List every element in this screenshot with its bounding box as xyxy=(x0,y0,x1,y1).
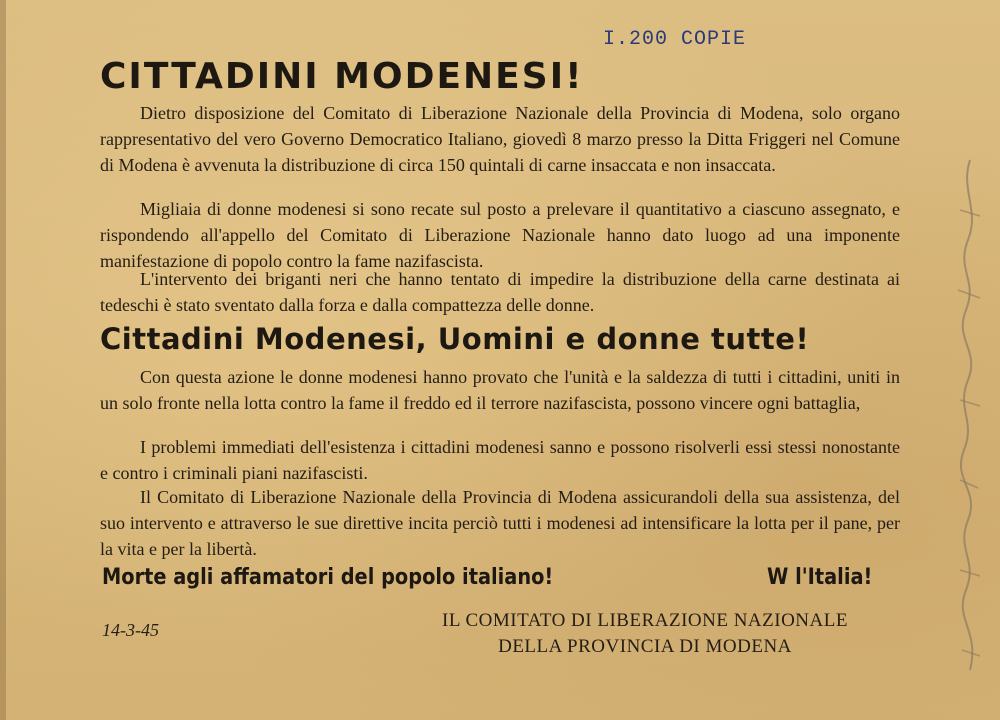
slogan-left: Morte agli affamatori del popolo italiano! xyxy=(102,565,554,590)
paragraph-unity: Con questa azione le donne modenesi hanno provato che l'unità e la saldezza di tutti i cittadini, uniti in un solo fronte nella lotta contro la fame il freddo ed il terrore nazifascista, possono vincere ogni battaglia, xyxy=(100,367,900,413)
paragraph-distribution: Dietro disposizione del Comitato di Liberazione Nazionale della Provincia di Modena, solo organo rappresentativo del vero Governo Democratico Italiano, giovedì 8 marzo presso la Ditta Friggeri nel Comune di Modena è avvenuta la distribuzione di circa 150 quintali di carne insaccata e non insaccata. xyxy=(100,103,900,175)
paper-fold-edge xyxy=(0,0,6,720)
leaflet-title: CITTADINI MODENESI! xyxy=(100,56,584,97)
slogan-right: W l'Italia! xyxy=(767,565,873,590)
paragraph-problems: I problemi immediati dell'esistenza i cittadini modenesi sanno e possono risolverli essi stessi nonostante e contro i criminali piani nazifascisti. xyxy=(100,437,900,483)
signature-line-1: IL COMITATO DI LIBERAZIONE NAZIONALE xyxy=(442,610,848,631)
signature-line-2: DELLA PROVINCIA DI MODENA xyxy=(498,636,792,657)
leaflet-subtitle: Cittadini Modenesi, Uomini e donne tutte! xyxy=(100,322,810,356)
paragraph-women: Migliaia di donne modenesi si sono recate sul posto a prelevare il quantitativo a ciascuno assegnato, e rispondendo all'appello del Comitato di Liberazione Nazionale hanno dato luogo ad una imponente manifestazione di popolo contro la fame nazifascista. xyxy=(100,199,900,271)
paragraph-committee: Il Comitato di Liberazione Nazionale della Provincia di Modena assicurandoli della sua assistenza, del suo intervento e attraverso le sue direttive incita perciò tutti i modenesi ad intensificare la lotta per il pane, per la vita e per la libertà. xyxy=(100,487,900,559)
paragraph-intervention: L'intervento dei briganti neri che hanno tentato di impedire la distribuzione della carne destinata ai tedeschi è stato sventato dalla forza e dalla compattezza delle donne. xyxy=(100,269,900,315)
copies-stamp: I.200 COPIE xyxy=(603,28,747,51)
handwritten-pencil-note-icon xyxy=(950,150,990,710)
date-text: 14-3-45 xyxy=(102,620,159,640)
